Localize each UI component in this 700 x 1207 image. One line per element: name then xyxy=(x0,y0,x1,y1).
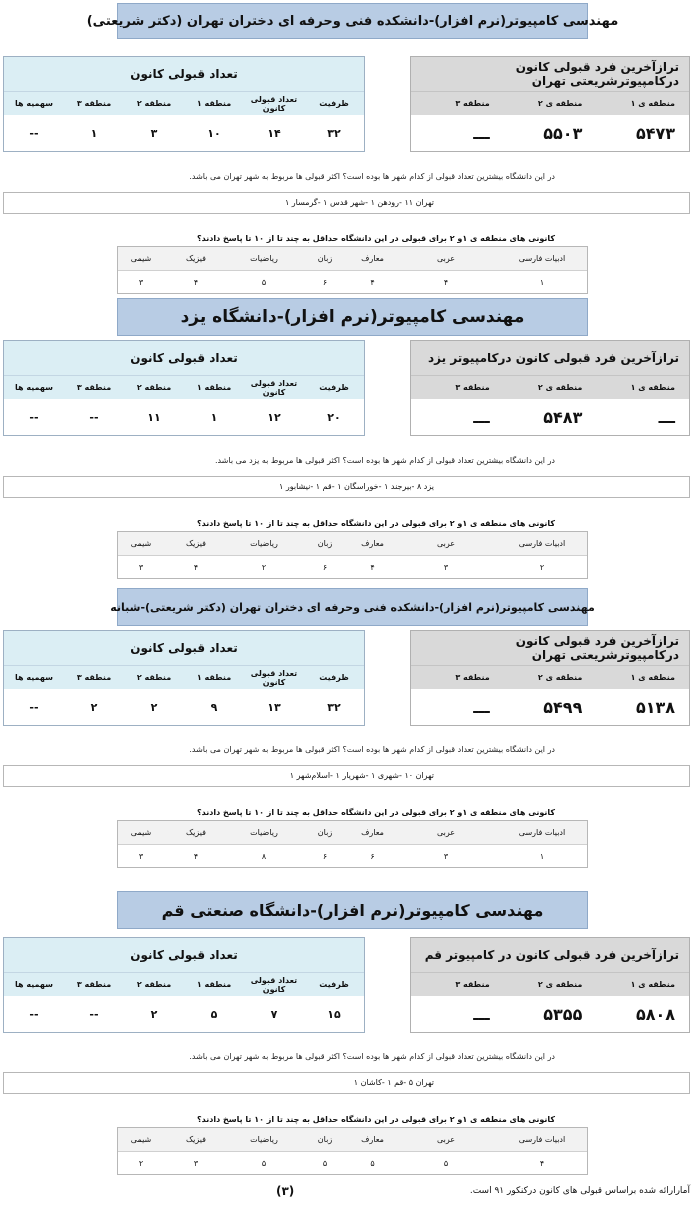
rank-col-region-1: منطقه ی ۱ xyxy=(630,980,675,989)
col-region-3: منطقه ۳ xyxy=(76,980,112,989)
col-quota: سهمیه ها xyxy=(15,673,53,682)
subject-header xyxy=(118,247,587,271)
last-rank-header xyxy=(411,91,689,115)
section-title: مهندسی کامپیوتر(نرم افزار)-دانشگاه صنعتی قم xyxy=(117,891,588,929)
value-region-3: -- xyxy=(89,1007,99,1021)
city-question-text: در این دانشگاه بیشترین تعداد قبولی از کدام شهر ها بوده است؟ xyxy=(342,745,555,754)
rank-col-region-2: منطقه ی ۲ xyxy=(537,980,583,989)
value-capacity: ۳۲ xyxy=(327,126,341,140)
city-question-answer: اکثر قبولی ها مربوط به شهر تهران می باشد. xyxy=(189,745,340,754)
subject-values xyxy=(118,845,587,867)
kanoon-admitted-box xyxy=(3,340,365,436)
col-kanoon-admitted: تعداد قبولی کانون xyxy=(250,668,298,687)
kanoon-admitted-header xyxy=(4,972,364,996)
rank-region-1: ۵۸۰۸ xyxy=(635,1004,675,1024)
subject-math: ریاضیات xyxy=(250,1135,278,1144)
kanoon-admitted-header xyxy=(4,375,364,399)
col-kanoon-admitted: تعداد قبولی کانون xyxy=(250,975,298,994)
kanoon-admitted-box xyxy=(3,630,365,726)
rank-region-2: ۵۵۰۳ xyxy=(543,123,583,143)
rank-col-region-1: منطقه ی ۱ xyxy=(630,99,675,108)
col-capacity: ظرفیت xyxy=(319,99,349,108)
col-region-3: منطقه ۳ xyxy=(76,99,112,108)
subject-chemistry: شیمی xyxy=(130,1135,152,1144)
kanoon-admitted-box xyxy=(3,56,365,152)
city-list: یزد ۸ -بیرجند ۱ -خوراسگان ۱ -قم ۱ -نیشابور ۱ xyxy=(3,476,690,498)
subject-header xyxy=(118,1128,587,1152)
subject-persian-lit: ادبیات فارسی xyxy=(518,254,566,263)
rank-region-2: ۵۴۸۳ xyxy=(543,407,583,427)
subject-table xyxy=(117,246,588,294)
subject-religion: معارف xyxy=(361,828,384,837)
last-rank-title: ترازآخرین فرد قبولی کانون درکامپیوتر یزد xyxy=(411,341,689,375)
last-rank-values xyxy=(411,689,689,725)
rank-col-region-3: منطقه ۳ xyxy=(455,99,490,108)
rank-region-3: ـــ xyxy=(473,697,490,717)
count-arabic: ۴ xyxy=(443,277,449,287)
subject-religion: معارف xyxy=(361,539,384,548)
col-quota: سهمیه ها xyxy=(15,383,53,392)
section-1 xyxy=(0,0,700,295)
subject-religion: معارف xyxy=(361,254,384,263)
kanoon-admitted-title: تعداد قبولی کانون xyxy=(4,57,364,91)
city-question-answer: اکثر قبولی ها مربوط به شهر تهران می باشد. xyxy=(189,1052,340,1061)
subject-persian-lit: ادبیات فارسی xyxy=(518,828,566,837)
section-4 xyxy=(0,891,700,1181)
kanoon-admitted-values xyxy=(4,115,364,151)
last-rank-values xyxy=(411,996,689,1032)
value-region-1: ۹ xyxy=(210,700,218,714)
rank-region-2: ۵۳۵۵ xyxy=(543,1004,583,1024)
subject-math: ریاضیات xyxy=(250,539,278,548)
col-region-2: منطقه ۲ xyxy=(136,980,172,989)
value-region-1: ۱ xyxy=(210,410,218,424)
city-question-text: در این دانشگاه بیشترین تعداد قبولی از کدام شهر ها بوده است؟ xyxy=(342,172,555,181)
section-title: مهندسی کامپیوتر(نرم افزار)-دانشگاه یزد xyxy=(117,298,588,336)
city-question xyxy=(0,745,555,754)
last-rank-values xyxy=(411,399,689,435)
value-capacity: ۱۵ xyxy=(327,1007,341,1021)
section-2 xyxy=(0,298,700,583)
count-physics: ۳ xyxy=(193,1158,199,1168)
last-rank-box xyxy=(410,56,690,152)
subject-values xyxy=(118,1152,587,1174)
subject-english: زبان xyxy=(317,828,333,837)
subject-arabic: عربی xyxy=(436,539,456,548)
count-english: ۶ xyxy=(322,277,328,287)
rank-col-region-2: منطقه ی ۲ xyxy=(537,673,583,682)
col-region-1: منطقه ۱ xyxy=(196,99,232,108)
score-question: کانونی های منطقه ی ۱و ۲ برای قبولی در این دانشگاه حداقل به چند تا از ۱۰ تا پاسخ دادند؟ xyxy=(196,519,555,528)
rank-region-3: ـــ xyxy=(473,1004,490,1024)
subject-english: زبان xyxy=(317,254,333,263)
count-math: ۵ xyxy=(261,1158,267,1168)
value-region-2: ۱۱ xyxy=(147,410,161,424)
city-list: تهران ۱۰ -شهری ۱ -شهریار ۱ -اسلام‌شهر ۱ xyxy=(3,765,690,787)
rank-col-region-2: منطقه ی ۲ xyxy=(537,383,583,392)
count-persian-lit: ۴ xyxy=(539,1158,545,1168)
subject-chemistry: شیمی xyxy=(130,539,152,548)
count-persian-lit: ۲ xyxy=(539,562,545,572)
kanoon-admitted-values xyxy=(4,399,364,435)
city-question xyxy=(0,456,555,465)
rank-col-region-2: منطقه ی ۲ xyxy=(537,99,583,108)
last-rank-header xyxy=(411,665,689,689)
value-kanoon-admitted: ۱۳ xyxy=(267,700,281,714)
value-capacity: ۳۲ xyxy=(327,700,341,714)
value-quota: -- xyxy=(29,700,39,714)
count-arabic: ۳ xyxy=(443,562,449,572)
rank-region-3: ـــ xyxy=(473,123,490,143)
count-persian-lit: ۱ xyxy=(539,277,545,287)
subject-physics: فیزیک xyxy=(185,539,207,548)
section-title: مهندسی کامپیوتر(نرم افزار)-دانشکده فنی وحرفه ای دختران تهران (دکتر شریعتی)-شبانه xyxy=(117,588,588,626)
col-region-1: منطقه ۱ xyxy=(196,383,232,392)
value-kanoon-admitted: ۱۲ xyxy=(267,410,281,424)
section-3 xyxy=(0,588,700,868)
subject-math: ریاضیات xyxy=(250,254,278,263)
subject-table xyxy=(117,820,588,868)
col-quota: سهمیه ها xyxy=(15,99,53,108)
value-region-2: ۳ xyxy=(150,126,158,140)
last-rank-title: ترازآخرین فرد قبولی کانون درکامپیوترشریعتی تهران xyxy=(411,57,689,91)
count-chemistry: ۲ xyxy=(138,1158,144,1168)
value-quota: -- xyxy=(29,1007,39,1021)
rank-col-region-3: منطقه ۳ xyxy=(455,980,490,989)
score-question: کانونی های منطقه ی ۱و ۲ برای قبولی در این دانشگاه حداقل به چند تا از ۱۰ تا پاسخ دادند؟ xyxy=(196,234,555,243)
count-chemistry: ۳ xyxy=(138,277,144,287)
count-arabic: ۳ xyxy=(443,851,449,861)
col-region-1: منطقه ۱ xyxy=(196,673,232,682)
count-math: ۲ xyxy=(261,562,267,572)
value-region-3: ۱ xyxy=(90,126,98,140)
subject-physics: فیزیک xyxy=(185,1135,207,1144)
count-english: ۵ xyxy=(322,1158,328,1168)
kanoon-admitted-title: تعداد قبولی کانون xyxy=(4,631,364,665)
city-question-answer: اکثر قبولی ها مربوط به شهر تهران می باشد. xyxy=(189,172,340,181)
value-region-3: ۲ xyxy=(90,700,98,714)
last-rank-values xyxy=(411,115,689,151)
col-region-2: منطقه ۲ xyxy=(136,673,172,682)
subject-physics: فیزیک xyxy=(185,254,207,263)
count-english: ۶ xyxy=(322,851,328,861)
count-chemistry: ۳ xyxy=(138,562,144,572)
footer-note: آمارارائه شده براساس قبولی های کانون درکنکور ۹۱ است. xyxy=(469,1186,690,1196)
col-kanoon-admitted: تعداد قبولی کانون xyxy=(250,378,298,397)
city-question xyxy=(0,172,555,181)
subject-persian-lit: ادبیات فارسی xyxy=(518,539,566,548)
page-number: (۳) xyxy=(276,1184,295,1198)
subject-arabic: عربی xyxy=(436,1135,456,1144)
count-religion: ۴ xyxy=(370,562,375,572)
value-capacity: ۲۰ xyxy=(327,410,341,424)
value-region-1: ۱۰ xyxy=(207,126,221,140)
subject-math: ریاضیات xyxy=(250,828,278,837)
count-physics: ۴ xyxy=(193,277,199,287)
count-religion: ۴ xyxy=(370,277,375,287)
subject-physics: فیزیک xyxy=(185,828,207,837)
col-capacity: ظرفیت xyxy=(319,383,349,392)
count-physics: ۴ xyxy=(193,562,199,572)
count-religion: ۵ xyxy=(370,1158,375,1168)
subject-religion: معارف xyxy=(361,1135,384,1144)
rank-region-1: ۵۱۳۸ xyxy=(635,697,675,717)
subject-persian-lit: ادبیات فارسی xyxy=(518,1135,566,1144)
page-footer xyxy=(0,1186,700,1202)
subject-table xyxy=(117,531,588,579)
section-title: مهندسی کامپیوتر(نرم افزار)-دانشکده فنی وحرفه ای دختران تهران (دکتر شریعتی) xyxy=(117,3,588,39)
col-region-2: منطقه ۲ xyxy=(136,383,172,392)
subject-english: زبان xyxy=(317,1135,333,1144)
value-region-2: ۲ xyxy=(150,700,158,714)
rank-region-1: ـــ xyxy=(658,407,675,427)
city-question-text: در این دانشگاه بیشترین تعداد قبولی از کدام شهر ها بوده است؟ xyxy=(342,1052,555,1061)
kanoon-admitted-values xyxy=(4,689,364,725)
kanoon-admitted-header xyxy=(4,665,364,689)
value-quota: -- xyxy=(29,410,39,424)
last-rank-box xyxy=(410,340,690,436)
col-region-1: منطقه ۱ xyxy=(196,980,232,989)
value-kanoon-admitted: ۱۴ xyxy=(267,126,281,140)
kanoon-admitted-title: تعداد قبولی کانون xyxy=(4,938,364,972)
city-question-text: در این دانشگاه بیشترین تعداد قبولی از کدام شهر ها بوده است؟ xyxy=(342,456,555,465)
subject-header xyxy=(118,821,587,845)
rank-col-region-1: منطقه ی ۱ xyxy=(630,383,675,392)
subject-header xyxy=(118,532,587,556)
subject-values xyxy=(118,271,587,293)
subject-arabic: عربی xyxy=(436,254,456,263)
value-region-2: ۲ xyxy=(150,1007,158,1021)
count-chemistry: ۳ xyxy=(138,851,144,861)
count-religion: ۶ xyxy=(370,851,375,861)
col-kanoon-admitted: تعداد قبولی کانون xyxy=(250,94,298,113)
col-region-3: منطقه ۳ xyxy=(76,383,112,392)
col-capacity: ظرفیت xyxy=(319,673,349,682)
last-rank-header xyxy=(411,375,689,399)
col-capacity: ظرفیت xyxy=(319,980,349,989)
kanoon-admitted-header xyxy=(4,91,364,115)
city-question-answer: اکثر قبولی ها مربوط به یزد می باشد. xyxy=(214,456,340,465)
subject-chemistry: شیمی xyxy=(130,828,152,837)
col-region-3: منطقه ۳ xyxy=(76,673,112,682)
count-physics: ۴ xyxy=(193,851,199,861)
subject-table xyxy=(117,1127,588,1175)
rank-region-3: ـــ xyxy=(473,407,490,427)
subject-english: زبان xyxy=(317,539,333,548)
count-math: ۵ xyxy=(261,277,267,287)
count-math: ۸ xyxy=(261,851,267,861)
last-rank-title: ترازآخرین فرد قبولی کانون درکامپیوترشریعتی تهران xyxy=(411,631,689,665)
last-rank-box xyxy=(410,630,690,726)
rank-col-region-3: منطقه ۳ xyxy=(455,383,490,392)
last-rank-title: ترازآخرین فرد قبولی کانون در کامپیوتر قم xyxy=(411,938,689,972)
col-quota: سهمیه ها xyxy=(15,980,53,989)
kanoon-admitted-values xyxy=(4,996,364,1032)
city-question xyxy=(0,1052,555,1061)
city-list: تهران ۵ -قم ۱ -کاشان ۱ xyxy=(3,1072,690,1094)
rank-region-1: ۵۴۷۳ xyxy=(635,123,675,143)
count-persian-lit: ۱ xyxy=(539,851,545,861)
value-region-1: ۵ xyxy=(210,1007,218,1021)
rank-region-2: ۵۴۹۹ xyxy=(543,697,583,717)
kanoon-admitted-title: تعداد قبولی کانون xyxy=(4,341,364,375)
subject-chemistry: شیمی xyxy=(130,254,152,263)
score-question: کانونی های منطقه ی ۱و ۲ برای قبولی در این دانشگاه حداقل به چند تا از ۱۰ تا پاسخ دادند؟ xyxy=(196,1115,555,1124)
subject-arabic: عربی xyxy=(436,828,456,837)
score-question: کانونی های منطقه ی ۱و ۲ برای قبولی در این دانشگاه حداقل به چند تا از ۱۰ تا پاسخ دادند؟ xyxy=(196,808,555,817)
city-list: تهران ۱۱ -رودهن ۱ -شهر قدس ۱ -گرمسار ۱ xyxy=(3,192,690,214)
value-quota: -- xyxy=(29,126,39,140)
rank-col-region-1: منطقه ی ۱ xyxy=(630,673,675,682)
kanoon-admitted-box xyxy=(3,937,365,1033)
subject-values xyxy=(118,556,587,578)
count-english: ۶ xyxy=(322,562,328,572)
value-region-3: -- xyxy=(89,410,99,424)
rank-col-region-3: منطقه ۳ xyxy=(455,673,490,682)
count-arabic: ۵ xyxy=(443,1158,449,1168)
last-rank-header xyxy=(411,972,689,996)
last-rank-box xyxy=(410,937,690,1033)
col-region-2: منطقه ۲ xyxy=(136,99,172,108)
value-kanoon-admitted: ۷ xyxy=(270,1007,278,1021)
